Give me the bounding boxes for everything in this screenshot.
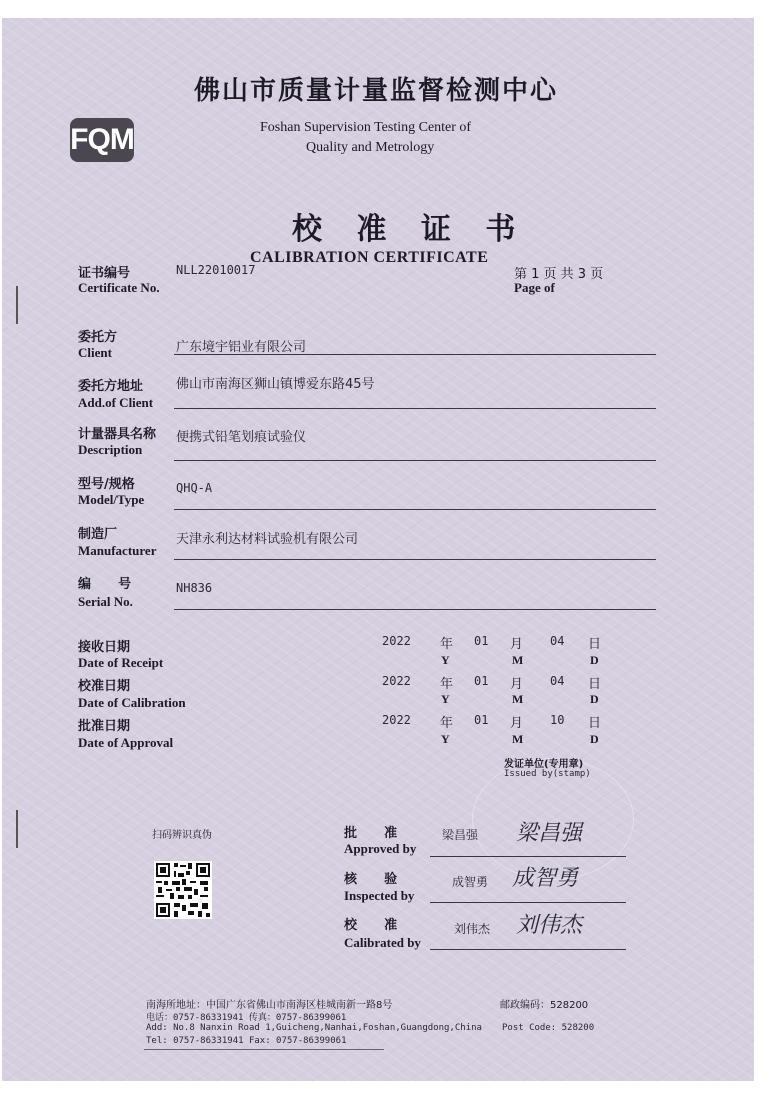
client-label-cn: 委托方: [78, 330, 118, 345]
serial-label-cn: 编 号: [78, 577, 132, 592]
manufacturer-label-en: Manufacturer: [78, 543, 157, 558]
client-underline: [174, 354, 656, 355]
description-label-en: Description: [78, 442, 143, 457]
calibrated-name: 刘伟杰: [454, 922, 491, 936]
address-label-cn: 委托方地址: [78, 379, 144, 394]
serial-underline: [174, 609, 656, 610]
footer-divider: [144, 1049, 384, 1050]
verification-qr-code[interactable]: [154, 861, 212, 919]
receipt-d-en: D: [590, 653, 599, 667]
serial-label-en: Serial No.: [78, 594, 133, 609]
approved-name: 梁昌强: [442, 828, 479, 842]
model-label-en: Model/Type: [78, 492, 145, 507]
certificate-title-en: CALIBRATION CERTIFICATE: [250, 249, 489, 266]
qr-code-graphic: [154, 861, 212, 919]
approved-signature: 梁昌强: [516, 821, 583, 846]
qr-caption: 扫码辨识真伪: [152, 830, 212, 841]
inspected-line: [430, 902, 626, 903]
footer-postcode-cn: 邮政编码：528200: [500, 1000, 589, 1011]
approval-year-unit: 年: [440, 716, 454, 731]
certificate-no-value: NLL22010017: [176, 263, 256, 277]
page-count-en: Page of: [514, 280, 555, 295]
issued-by-cn: 发证单位(专用章): [504, 759, 584, 770]
receipt-day-unit: 日: [588, 637, 602, 652]
org-name-cn: 佛山市质量计量监督检测中心: [194, 76, 559, 106]
inspected-name: 成智勇: [452, 875, 489, 889]
footer-tel-cn: 电话：0757-86331941 传真：0757-86399061: [146, 1013, 347, 1023]
receipt-month-unit: 月: [510, 637, 524, 652]
approval-day-unit: 日: [588, 716, 602, 731]
approval-day: 10: [550, 713, 565, 727]
inspected-label-cn: 核 验: [344, 872, 398, 887]
receipt-year-unit: 年: [440, 637, 454, 652]
approval-date-label-cn: 批准日期: [78, 719, 131, 734]
model-value: QHQ-A: [176, 481, 213, 495]
receipt-date-label-en: Date of Receipt: [78, 655, 164, 670]
manufacturer-label-cn: 制造厂: [78, 527, 118, 542]
certificate-no-label-cn: 证书编号: [78, 266, 131, 281]
serial-value: NH836: [176, 581, 213, 595]
calibration-y-en: Y: [441, 692, 450, 706]
receipt-date-label-cn: 接收日期: [78, 640, 131, 655]
org-name-en-line2: Quality and Metrology: [306, 140, 435, 155]
calibration-date-label-en: Date of Calibration: [78, 695, 186, 710]
receipt-day: 04: [550, 634, 565, 648]
punch-mark: [16, 286, 18, 324]
approved-label-cn: 批 准: [344, 826, 398, 841]
calibration-month-unit: 月: [510, 677, 524, 692]
calibrated-signature: 刘伟杰: [516, 913, 583, 938]
footer-tel-en: Tel: 0757-86331941 Fax: 0757-86399061: [146, 1036, 347, 1046]
approved-label-en: Approved by: [344, 841, 417, 856]
footer-address-en: Add: No.8 Nanxin Road 1,Guicheng,Nanhai,Foshan,Guangdong,China: [146, 1023, 482, 1033]
model-underline: [174, 509, 656, 510]
description-label-cn: 计量器具名称: [78, 427, 157, 442]
client-label-en: Client: [78, 345, 112, 360]
footer-postcode-en: Post Code: 528200: [502, 1023, 595, 1033]
approval-year: 2022: [382, 713, 411, 727]
address-label-en: Add.of Client: [78, 395, 154, 410]
certificate-no-label-en: Certificate No.: [78, 280, 160, 295]
inspected-label-en: Inspected by: [344, 888, 415, 903]
calibration-d-en: D: [590, 692, 599, 706]
approval-d-en: D: [590, 732, 599, 746]
receipt-m-en: M: [512, 653, 524, 667]
calibration-day: 04: [550, 674, 565, 688]
issued-by-en: Issued by(stamp): [504, 769, 591, 779]
approved-line: [430, 856, 626, 857]
approval-y-en: Y: [441, 732, 450, 746]
approval-date-label-en: Date of Approval: [78, 735, 174, 750]
approval-month-unit: 月: [510, 716, 524, 731]
calibrated-label-cn: 校 准: [344, 918, 398, 933]
model-label-cn: 型号/规格: [78, 477, 135, 492]
client-value: 广东境宇铝业有限公司: [176, 340, 307, 355]
calibration-day-unit: 日: [588, 677, 602, 692]
approval-m-en: M: [512, 732, 524, 746]
page-count-cn: 第 1 页 共 3 页: [514, 267, 604, 282]
manufacturer-value: 天津永利达材料试验机有限公司: [176, 532, 359, 547]
fqm-logo: FQM: [70, 118, 134, 162]
address-value: 佛山市南海区狮山镇博爱东路45号: [176, 377, 375, 392]
description-underline: [174, 460, 656, 461]
certificate-sheet: [2, 18, 754, 1081]
address-underline: [174, 408, 656, 409]
calibration-date-label-cn: 校准日期: [78, 679, 131, 694]
org-name-en-line1: Foshan Supervision Testing Center of: [260, 120, 472, 135]
calibration-year: 2022: [382, 674, 411, 688]
approval-month: 01: [474, 713, 489, 727]
calibration-year-unit: 年: [440, 677, 454, 692]
receipt-month: 01: [474, 634, 489, 648]
certificate-title-cn: 校 准 证 书: [292, 212, 528, 247]
receipt-y-en: Y: [441, 653, 450, 667]
receipt-year: 2022: [382, 634, 411, 648]
inspected-signature: 成智勇: [512, 866, 579, 891]
calibration-month: 01: [474, 674, 489, 688]
description-value: 便携式铅笔划痕试验仪: [176, 430, 307, 445]
punch-mark: [16, 810, 18, 848]
calibrated-line: [430, 949, 626, 950]
calibrated-label-en: Calibrated by: [344, 935, 421, 950]
manufacturer-underline: [174, 559, 656, 560]
footer-address-cn: 南海所地址：中国广东省佛山市南海区桂城南新一路8号: [146, 1000, 393, 1011]
calibration-m-en: M: [512, 692, 524, 706]
